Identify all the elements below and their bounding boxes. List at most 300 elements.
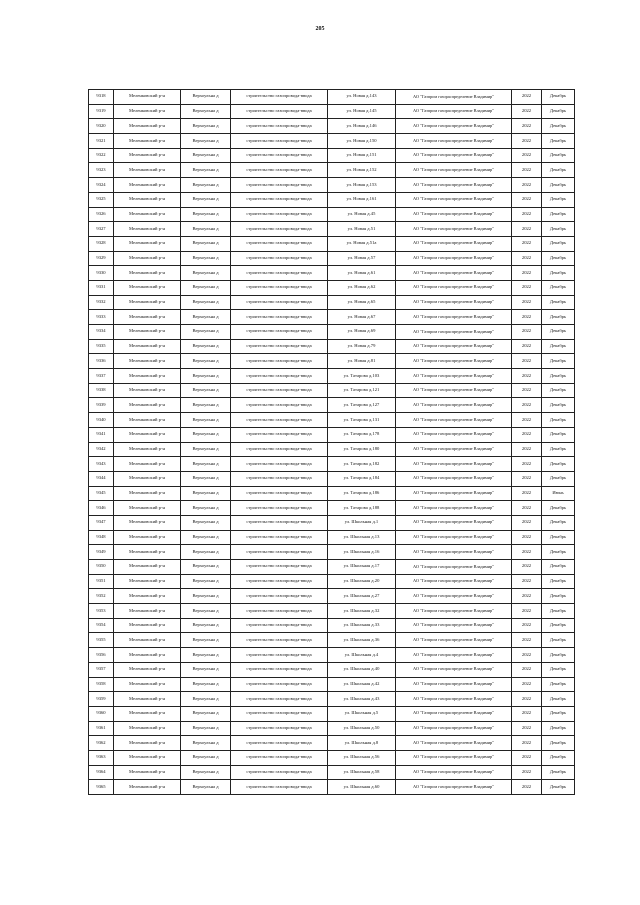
address-cell: ул. Новая д.161 <box>328 192 396 207</box>
month-cell: Декабрь <box>542 427 575 442</box>
village-cell: Верхоульна д <box>181 515 231 530</box>
year-cell: 2022 <box>512 721 542 736</box>
address-cell: ул. Школьная д.50 <box>328 721 396 736</box>
work-type-cell: строительство газопровода-ввода <box>231 721 328 736</box>
district-cell: Меленковский р-н <box>114 148 181 163</box>
village-cell: Верхоульна д <box>181 383 231 398</box>
row-number-cell: 9319 <box>89 104 114 119</box>
organization-cell: АО "Газпром газораспределение Владимир" <box>396 545 512 560</box>
row-number-cell: 9361 <box>89 721 114 736</box>
district-cell: Меленковский р-н <box>114 486 181 501</box>
address-cell: ул. Школьная д.42 <box>328 677 396 692</box>
address-cell: ул. Новая д.152 <box>328 163 396 178</box>
work-type-cell: строительство газопровода-ввода <box>231 574 328 589</box>
organization-cell: АО "Газпром газораспределение Владимир" <box>396 560 512 575</box>
village-cell: Верхоульна д <box>181 236 231 251</box>
district-cell: Меленковский р-н <box>114 90 181 105</box>
month-cell: Декабрь <box>542 148 575 163</box>
district-cell: Меленковский р-н <box>114 163 181 178</box>
work-type-cell: строительство газопровода-ввода <box>231 692 328 707</box>
organization-cell: АО "Газпром газораспределение Владимир" <box>396 677 512 692</box>
row-number-cell: 9348 <box>89 530 114 545</box>
village-cell: Верхоульна д <box>181 750 231 765</box>
year-cell: 2022 <box>512 104 542 119</box>
work-type-cell: строительство газопровода-ввода <box>231 354 328 369</box>
work-type-cell: строительство газопровода-ввода <box>231 530 328 545</box>
month-cell: Декабрь <box>542 589 575 604</box>
year-cell: 2022 <box>512 192 542 207</box>
village-cell: Верхоульна д <box>181 163 231 178</box>
row-number-cell: 9355 <box>89 633 114 648</box>
village-cell: Верхоульна д <box>181 310 231 325</box>
address-cell: ул. Татарова д.180 <box>328 442 396 457</box>
district-cell: Меленковский р-н <box>114 692 181 707</box>
organization-cell: АО "Газпром газораспределение Владимир" <box>396 618 512 633</box>
district-cell: Меленковский р-н <box>114 515 181 530</box>
organization-cell: АО "Газпром газораспределение Владимир" <box>396 383 512 398</box>
district-cell: Меленковский р-н <box>114 780 181 795</box>
district-cell: Меленковский р-н <box>114 677 181 692</box>
district-cell: Меленковский р-н <box>114 119 181 134</box>
row-number-cell: 9341 <box>89 427 114 442</box>
district-cell: Меленковский р-н <box>114 251 181 266</box>
organization-cell: АО "Газпром газораспределение Владимир" <box>396 104 512 119</box>
table-row <box>89 721 575 736</box>
work-type-cell: строительство газопровода-ввода <box>231 134 328 149</box>
month-cell: Декабрь <box>542 618 575 633</box>
year-cell: 2022 <box>512 780 542 795</box>
row-number-cell: 9321 <box>89 134 114 149</box>
village-cell: Верхоульна д <box>181 178 231 193</box>
row-number-cell: 9350 <box>89 560 114 575</box>
work-type-cell: строительство газопровода-ввода <box>231 706 328 721</box>
table-row <box>89 148 575 163</box>
address-cell: ул. Школьная д.43 <box>328 692 396 707</box>
address-cell: ул. Школьная д.13 <box>328 530 396 545</box>
village-cell: Верхоульна д <box>181 589 231 604</box>
organization-cell: АО "Газпром газораспределение Владимир" <box>396 266 512 281</box>
address-cell: ул. Новая д.65 <box>328 295 396 310</box>
work-type-cell: строительство газопровода-ввода <box>231 765 328 780</box>
address-cell: ул. Татарова д.103 <box>328 369 396 384</box>
address-cell: ул. Школьная д.20 <box>328 574 396 589</box>
work-type-cell: строительство газопровода-ввода <box>231 119 328 134</box>
district-cell: Меленковский р-н <box>114 706 181 721</box>
work-type-cell: строительство газопровода-ввода <box>231 90 328 105</box>
village-cell: Верхоульна д <box>181 280 231 295</box>
district-cell: Меленковский р-н <box>114 530 181 545</box>
village-cell: Верхоульна д <box>181 530 231 545</box>
address-cell: ул. Татарова д.131 <box>328 413 396 428</box>
village-cell: Верхоульна д <box>181 604 231 619</box>
district-cell: Меленковский р-н <box>114 604 181 619</box>
address-cell: ул. Новая д.146 <box>328 119 396 134</box>
year-cell: 2022 <box>512 648 542 663</box>
village-cell: Верхоульна д <box>181 457 231 472</box>
month-cell: Декабрь <box>542 192 575 207</box>
district-cell: Меленковский р-н <box>114 427 181 442</box>
work-type-cell: строительство газопровода-ввода <box>231 266 328 281</box>
year-cell: 2022 <box>512 589 542 604</box>
work-type-cell: строительство газопровода-ввода <box>231 398 328 413</box>
work-type-cell: строительство газопровода-ввода <box>231 178 328 193</box>
organization-cell: АО "Газпром газораспределение Владимир" <box>396 134 512 149</box>
district-cell: Меленковский р-н <box>114 457 181 472</box>
table-row <box>89 692 575 707</box>
row-number-cell: 9363 <box>89 750 114 765</box>
row-number-cell: 9343 <box>89 457 114 472</box>
year-cell: 2022 <box>512 692 542 707</box>
organization-cell: АО "Газпром газораспределение Владимир" <box>396 178 512 193</box>
table-row <box>89 677 575 692</box>
table-row <box>89 574 575 589</box>
month-cell: Декабрь <box>542 648 575 663</box>
year-cell: 2022 <box>512 530 542 545</box>
address-cell: ул. Новая д.79 <box>328 339 396 354</box>
district-cell: Меленковский р-н <box>114 325 181 340</box>
table-row <box>89 589 575 604</box>
table-row <box>89 251 575 266</box>
address-cell: ул. Новая д.62 <box>328 280 396 295</box>
year-cell: 2022 <box>512 383 542 398</box>
table-row <box>89 765 575 780</box>
work-type-cell: строительство газопровода-ввода <box>231 442 328 457</box>
row-number-cell: 9344 <box>89 471 114 486</box>
organization-cell: АО "Газпром газораспределение Владимир" <box>396 692 512 707</box>
year-cell: 2022 <box>512 251 542 266</box>
address-cell: ул. Новая д.69 <box>328 325 396 340</box>
month-cell: Декабрь <box>542 90 575 105</box>
work-type-cell: строительство газопровода-ввода <box>231 750 328 765</box>
month-cell: Декабрь <box>542 222 575 237</box>
year-cell: 2022 <box>512 178 542 193</box>
row-number-cell: 9329 <box>89 251 114 266</box>
table-row <box>89 515 575 530</box>
organization-cell: АО "Газпром газораспределение Владимир" <box>396 515 512 530</box>
district-cell: Меленковский р-н <box>114 589 181 604</box>
table-row <box>89 339 575 354</box>
table-row <box>89 266 575 281</box>
table-row <box>89 104 575 119</box>
row-number-cell: 9356 <box>89 648 114 663</box>
year-cell: 2022 <box>512 310 542 325</box>
work-type-cell: строительство газопровода-ввода <box>231 560 328 575</box>
table-row <box>89 207 575 222</box>
month-cell: Декабрь <box>542 721 575 736</box>
table-row <box>89 398 575 413</box>
row-number-cell: 9323 <box>89 163 114 178</box>
address-cell: ул. Новая д.150 <box>328 134 396 149</box>
work-type-cell: строительство газопровода-ввода <box>231 192 328 207</box>
row-number-cell: 9347 <box>89 515 114 530</box>
row-number-cell: 9324 <box>89 178 114 193</box>
district-cell: Меленковский р-н <box>114 398 181 413</box>
year-cell: 2022 <box>512 354 542 369</box>
month-cell: Декабрь <box>542 736 575 751</box>
table-row <box>89 648 575 663</box>
table-row <box>89 280 575 295</box>
month-cell: Декабрь <box>542 369 575 384</box>
organization-cell: АО "Газпром газораспределение Владимир" <box>396 354 512 369</box>
table-row <box>89 192 575 207</box>
organization-cell: АО "Газпром газораспределение Владимир" <box>396 398 512 413</box>
table-row <box>89 530 575 545</box>
organization-cell: АО "Газпром газораспределение Владимир" <box>396 721 512 736</box>
address-cell: ул. Школьная д.1 <box>328 515 396 530</box>
organization-cell: АО "Газпром газораспределение Владимир" <box>396 471 512 486</box>
organization-cell: АО "Газпром газораспределение Владимир" <box>396 750 512 765</box>
table-row <box>89 383 575 398</box>
row-number-cell: 9349 <box>89 545 114 560</box>
row-number-cell: 9320 <box>89 119 114 134</box>
work-type-cell: строительство газопровода-ввода <box>231 383 328 398</box>
district-cell: Меленковский р-н <box>114 471 181 486</box>
year-cell: 2022 <box>512 471 542 486</box>
month-cell: Декабрь <box>542 662 575 677</box>
work-type-cell: строительство газопровода-ввода <box>231 310 328 325</box>
month-cell: Декабрь <box>542 280 575 295</box>
month-cell: Декабрь <box>542 104 575 119</box>
address-cell: ул. Школьная д.5 <box>328 706 396 721</box>
year-cell: 2022 <box>512 706 542 721</box>
year-cell: 2022 <box>512 398 542 413</box>
village-cell: Верхоульна д <box>181 442 231 457</box>
work-type-cell: строительство газопровода-ввода <box>231 325 328 340</box>
row-number-cell: 9330 <box>89 266 114 281</box>
table-row <box>89 736 575 751</box>
organization-cell: АО "Газпром газораспределение Владимир" <box>396 119 512 134</box>
address-cell: ул. Школьная д.40 <box>328 662 396 677</box>
year-cell: 2022 <box>512 134 542 149</box>
year-cell: 2022 <box>512 677 542 692</box>
village-cell: Верхоульна д <box>181 574 231 589</box>
table-body <box>89 90 575 795</box>
address-cell: ул. Школьная д.27 <box>328 589 396 604</box>
district-cell: Меленковский р-н <box>114 545 181 560</box>
row-number-cell: 9333 <box>89 310 114 325</box>
work-type-cell: строительство газопровода-ввода <box>231 222 328 237</box>
district-cell: Меленковский р-н <box>114 648 181 663</box>
year-cell: 2022 <box>512 413 542 428</box>
address-cell: ул. Татарова д.188 <box>328 501 396 516</box>
year-cell: 2022 <box>512 486 542 501</box>
village-cell: Верхоульна д <box>181 369 231 384</box>
organization-cell: АО "Газпром газораспределение Владимир" <box>396 736 512 751</box>
month-cell: Декабрь <box>542 178 575 193</box>
row-number-cell: 9331 <box>89 280 114 295</box>
address-cell: ул. Новая д.61 <box>328 266 396 281</box>
village-cell: Верхоульна д <box>181 471 231 486</box>
organization-cell: АО "Газпром газораспределение Владимир" <box>396 662 512 677</box>
year-cell: 2022 <box>512 545 542 560</box>
row-number-cell: 9325 <box>89 192 114 207</box>
month-cell: Декабрь <box>542 398 575 413</box>
month-cell: Декабрь <box>542 515 575 530</box>
address-cell: ул. Татарова д.184 <box>328 471 396 486</box>
table-row <box>89 134 575 149</box>
village-cell: Верхоульна д <box>181 339 231 354</box>
village-cell: Верхоульна д <box>181 295 231 310</box>
year-cell: 2022 <box>512 222 542 237</box>
year-cell: 2022 <box>512 765 542 780</box>
work-type-cell: строительство газопровода-ввода <box>231 633 328 648</box>
month-cell: Декабрь <box>542 119 575 134</box>
work-type-cell: строительство газопровода-ввода <box>231 618 328 633</box>
district-cell: Меленковский р-н <box>114 236 181 251</box>
table-row <box>89 633 575 648</box>
organization-cell: АО "Газпром газораспределение Владимир" <box>396 765 512 780</box>
address-cell: ул. Новая д.145 <box>328 104 396 119</box>
district-cell: Меленковский р-н <box>114 765 181 780</box>
month-cell: Декабрь <box>542 633 575 648</box>
row-number-cell: 9340 <box>89 413 114 428</box>
organization-cell: АО "Газпром газораспределение Владимир" <box>396 633 512 648</box>
year-cell: 2022 <box>512 295 542 310</box>
month-cell: Декабрь <box>542 457 575 472</box>
organization-cell: АО "Газпром газораспределение Владимир" <box>396 222 512 237</box>
work-type-cell: строительство газопровода-ввода <box>231 427 328 442</box>
row-number-cell: 9354 <box>89 618 114 633</box>
row-number-cell: 9351 <box>89 574 114 589</box>
month-cell: Декабрь <box>542 413 575 428</box>
month-cell: Декабрь <box>542 750 575 765</box>
row-number-cell: 9318 <box>89 90 114 105</box>
address-cell: ул. Новая д.143 <box>328 90 396 105</box>
district-cell: Меленковский р-н <box>114 295 181 310</box>
address-cell: ул. Татарова д.186 <box>328 486 396 501</box>
district-cell: Меленковский р-н <box>114 560 181 575</box>
work-type-cell: строительство газопровода-ввода <box>231 780 328 795</box>
row-number-cell: 9345 <box>89 486 114 501</box>
work-type-cell: строительство газопровода-ввода <box>231 545 328 560</box>
address-cell: ул. Новая д.153 <box>328 178 396 193</box>
organization-cell: АО "Газпром газораспределение Владимир" <box>396 369 512 384</box>
address-cell: ул. Школьная д.32 <box>328 604 396 619</box>
year-cell: 2022 <box>512 148 542 163</box>
village-cell: Верхоульна д <box>181 545 231 560</box>
address-cell: ул. Новая д.51а <box>328 236 396 251</box>
village-cell: Верхоульна д <box>181 251 231 266</box>
table-row <box>89 163 575 178</box>
row-number-cell: 9327 <box>89 222 114 237</box>
year-cell: 2022 <box>512 280 542 295</box>
district-cell: Меленковский р-н <box>114 750 181 765</box>
village-cell: Верхоульна д <box>181 648 231 663</box>
work-type-cell: строительство газопровода-ввода <box>231 736 328 751</box>
work-type-cell: строительство газопровода-ввода <box>231 501 328 516</box>
work-type-cell: строительство газопровода-ввода <box>231 148 328 163</box>
district-cell: Меленковский р-н <box>114 736 181 751</box>
address-cell: ул. Школьная д.58 <box>328 765 396 780</box>
village-cell: Верхоульна д <box>181 486 231 501</box>
village-cell: Верхоульна д <box>181 192 231 207</box>
address-cell: ул. Школьная д.8 <box>328 736 396 751</box>
row-number-cell: 9332 <box>89 295 114 310</box>
year-cell: 2022 <box>512 90 542 105</box>
month-cell: Декабрь <box>542 530 575 545</box>
table-row <box>89 354 575 369</box>
year-cell: 2022 <box>512 325 542 340</box>
month-cell: Декабрь <box>542 236 575 251</box>
organization-cell: АО "Газпром газораспределение Владимир" <box>396 192 512 207</box>
year-cell: 2022 <box>512 618 542 633</box>
organization-cell: АО "Газпром газораспределение Владимир" <box>396 427 512 442</box>
work-type-cell: строительство газопровода-ввода <box>231 339 328 354</box>
table-row <box>89 442 575 457</box>
work-type-cell: строительство газопровода-ввода <box>231 457 328 472</box>
year-cell: 2022 <box>512 750 542 765</box>
year-cell: 2022 <box>512 736 542 751</box>
work-type-cell: строительство газопровода-ввода <box>231 369 328 384</box>
table-row <box>89 295 575 310</box>
row-number-cell: 9342 <box>89 442 114 457</box>
month-cell: Декабрь <box>542 266 575 281</box>
table-row <box>89 90 575 105</box>
address-cell: ул. Новая д.81 <box>328 354 396 369</box>
address-cell: ул. Школьная д.4 <box>328 648 396 663</box>
village-cell: Верхоульна д <box>181 134 231 149</box>
month-cell: Декабрь <box>542 295 575 310</box>
organization-cell: АО "Газпром газораспределение Владимир" <box>396 310 512 325</box>
village-cell: Верхоульна д <box>181 104 231 119</box>
table-row <box>89 750 575 765</box>
year-cell: 2022 <box>512 442 542 457</box>
row-number-cell: 9357 <box>89 662 114 677</box>
table-row <box>89 706 575 721</box>
year-cell: 2022 <box>512 427 542 442</box>
village-cell: Верхоульна д <box>181 677 231 692</box>
row-number-cell: 9353 <box>89 604 114 619</box>
district-cell: Меленковский р-н <box>114 442 181 457</box>
organization-cell: АО "Газпром газораспределение Владимир" <box>396 648 512 663</box>
row-number-cell: 9362 <box>89 736 114 751</box>
year-cell: 2022 <box>512 266 542 281</box>
row-number-cell: 9322 <box>89 148 114 163</box>
organization-cell: АО "Газпром газораспределение Владимир" <box>396 163 512 178</box>
table-row <box>89 501 575 516</box>
year-cell: 2022 <box>512 339 542 354</box>
organization-cell: АО "Газпром газораспределение Владимир" <box>396 148 512 163</box>
table-row <box>89 325 575 340</box>
year-cell: 2022 <box>512 574 542 589</box>
work-type-cell: строительство газопровода-ввода <box>231 648 328 663</box>
district-cell: Меленковский р-н <box>114 501 181 516</box>
village-cell: Верхоульна д <box>181 692 231 707</box>
table-row <box>89 471 575 486</box>
row-number-cell: 9365 <box>89 780 114 795</box>
organization-cell: АО "Газпром газораспределение Владимир" <box>396 486 512 501</box>
work-type-cell: строительство газопровода-ввода <box>231 662 328 677</box>
month-cell: Декабрь <box>542 251 575 266</box>
work-type-cell: строительство газопровода-ввода <box>231 604 328 619</box>
table-row <box>89 780 575 795</box>
work-type-cell: строительство газопровода-ввода <box>231 280 328 295</box>
row-number-cell: 9338 <box>89 383 114 398</box>
district-cell: Меленковский р-н <box>114 721 181 736</box>
organization-cell: АО "Газпром газораспределение Владимир" <box>396 207 512 222</box>
work-type-cell: строительство газопровода-ввода <box>231 251 328 266</box>
month-cell: Декабрь <box>542 706 575 721</box>
organization-cell: АО "Газпром газораспределение Владимир" <box>396 90 512 105</box>
year-cell: 2022 <box>512 662 542 677</box>
address-cell: ул. Школьная д.17 <box>328 560 396 575</box>
address-cell: ул. Школьная д.56 <box>328 750 396 765</box>
year-cell: 2022 <box>512 163 542 178</box>
address-cell: ул. Татарова д.127 <box>328 398 396 413</box>
row-number-cell: 9364 <box>89 765 114 780</box>
village-cell: Верхоульна д <box>181 780 231 795</box>
table-row <box>89 604 575 619</box>
